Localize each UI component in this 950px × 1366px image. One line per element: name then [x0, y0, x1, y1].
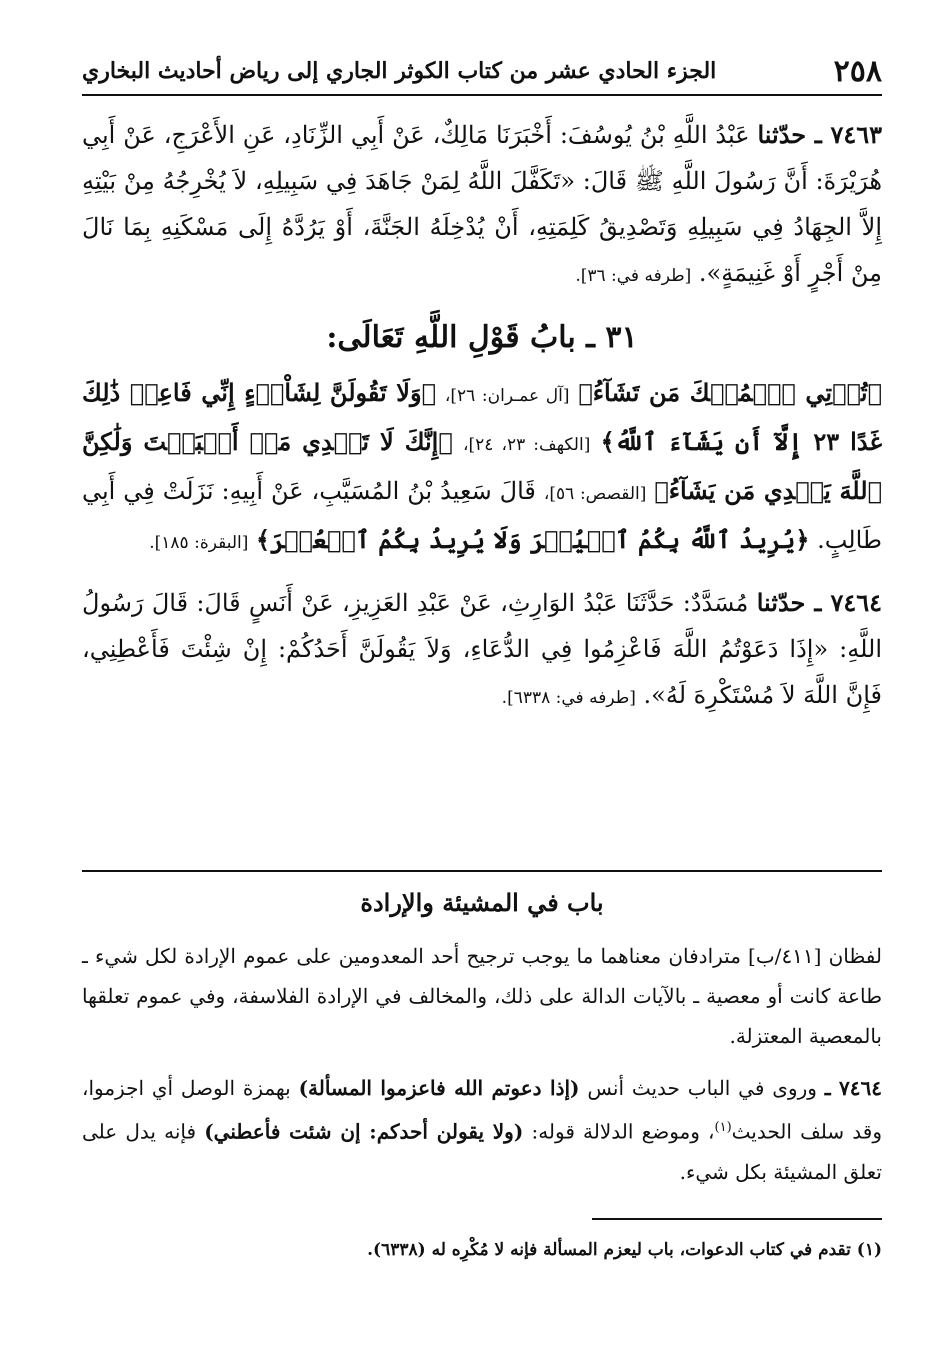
footnote: (١) تقدم في كتاب الدعوات، باب ليعزم المسألة فإنه لا مُكْرِه له (٦٣٣٨). — [367, 1240, 882, 1260]
chapter-verses — [82, 370, 882, 566]
quoted-hadith: (ولا يقولن أحدكم: إن شئت فأعطني) — [204, 1119, 524, 1144]
verse-reference: [الكهف: ٢٣، ٢٤]، — [463, 435, 591, 455]
hadith-number: ٧٤٦٤ ـ حدّثنا — [756, 588, 882, 617]
commentary-paragraph: لفظان [٤١١/ب] مترادفان معناهما ما يوجب ترجيح أحد المعدومين على عموم الإرادة لكل شيء ـ طاعة كانت أو معصية ـ بالآيات الدالة على ذلك، والمخالف في الإرادة الفلاسفة، وفي عموم تعلقها بالمعصية المعتزلة. — [82, 944, 883, 1048]
quran-verse: ﴿إِنَّكَ لَا تَهۡدِي مَنۡ أَحۡبَبۡتَ وَلَٰكِنَّ ٱللَّهَ يَهۡدِي مَن يَشَآءُ﴾ — [82, 427, 882, 505]
hadith-7464 — [82, 580, 882, 721]
narration-text: قَالَ سَعِيدُ بْنُ المُسَيَّبِ، عَنْ أَبِيهِ: نَزَلَتْ فِي أَبِي طَالِبٍ. — [82, 477, 882, 554]
chapter-heading: ٣١ ـ بابُ قَوْلِ اللَّهِ تَعَالَى: — [326, 320, 638, 355]
hadith-text: مُسَدَّدٌ: حَدَّثَنَا عَبْدُ الوَارِثِ، عَنْ عَبْدِ العَزِيزِ، عَنْ أَنَسٍ قَالَ: قَالَ رَسُولُ اللَّهِ: «إِذَا دَعَوْتُمُ اللَّهَ فَاعْزِمُوا فِي الدُّعَاءِ، وَلاَ يَقُولَنَّ أَحَدُكُمْ: إِنْ شِئْتَ فَأَعْطِنِي، فَإِنَّ اللَّهَ لاَ مُسْتَكْرِهَ لَهُ». — [82, 589, 882, 709]
verse-reference: [آل عمـران: ٢٦]، — [444, 386, 570, 406]
quran-verse: ﴿وَلَا تَقُولَنَّ لِشَاْيۡءٍ إِنِّي فَاعِلٞ ذَٰلِكَ غَدًا ٢٣ إِلَّآ أَن يَشَآءَ ٱللَّهُ﴾ — [82, 378, 882, 456]
verse-reference: [القصص: ٥٦]، — [543, 484, 647, 504]
hadith-number: ٧٤٦٣ ـ حدّثنا — [757, 120, 882, 149]
section-divider — [82, 870, 882, 872]
running-title: الجزء الحادي عشر من كتاب الكوثر الجاري إلى رياض أحاديث البخاري — [82, 58, 717, 84]
commentary-text: ، وموضع الدلالة قوله: — [531, 1119, 715, 1144]
hadith-reference: [طرفه في: ٦٣٣٨]. — [501, 688, 636, 708]
footnote-marker[interactable]: (١) — [714, 1120, 732, 1135]
verse-reference: [البقرة: ١٨٥]. — [149, 533, 249, 553]
hadith-7463 — [82, 112, 882, 299]
page-number: ٢٥٨ — [833, 53, 882, 89]
quran-verse: ﴿يُرِيدُ ٱللَّهُ بِكُمُ ٱلۡيُسۡرَ وَلَا يُرِيدُ بِكُمُ ٱلۡعُسۡرَ﴾ — [256, 525, 810, 554]
quran-verse: ﴿تُؤۡتِي ٱلۡمُلۡكَ مَن تَشَآءُ﴾ — [578, 378, 882, 407]
commentary-text: فإنه يدل على تعلق المشيئة بكل شيء. — [82, 1119, 882, 1184]
commentary-paragraph-7464 — [82, 1068, 882, 1192]
quoted-hadith: (إذا دعوتم الله فاعزموا المسألة) — [298, 1076, 580, 1100]
hadith-text: عَبْدُ اللَّهِ بْنُ يُوسُفَ: أَخْبَرَنَا مَالِكٌ، عَنْ أَبِي الزِّنَادِ، عَنِ الأَعْرَجِ، عَنْ أَبِي هُرَيْرَةَ: أَنَّ رَسُولَ اللَّهِ ﷺ قَالَ: «تَكَفَّلَ اللَّهُ لِمَنْ جَاهَدَ فِي سَبِيلِهِ، لاَ يُخْرِجُهُ مِنْ بَيْتِهِ إِلاَّ الجِهَادُ فِي سَبِيلِهِ وَتَصْدِيقُ كَلِمَتِهِ، أَنْ يُدْخِلَهُ الجَنَّةَ، أَوْ يَرُدَّهُ إِلَى مَسْكَنِهِ بِمَا نَالَ مِنْ أَجْرٍ أَوْ غَنِيمَةٍ». — [82, 121, 882, 287]
footnote-divider — [592, 1218, 882, 1220]
commentary-text: بهمزة الوصل أي اجزموا، وقد سلف الحديث — [82, 1076, 883, 1144]
commentary-number: ٧٤٦٤ ـ — [824, 1076, 883, 1100]
commentary-heading: باب في المشيئة والإرادة — [360, 888, 604, 917]
hadith-reference: [طرفه في: ٣٦]. — [575, 266, 692, 286]
commentary-text: وروى في الباب حديث أنس — [587, 1076, 817, 1100]
page-header — [82, 48, 882, 96]
